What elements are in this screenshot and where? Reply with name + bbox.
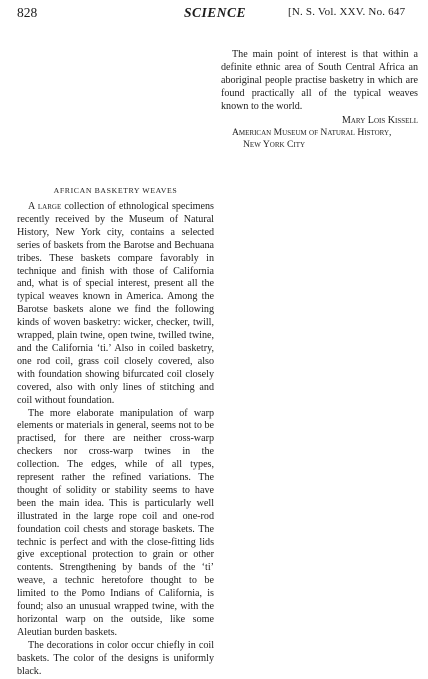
issue-info: [N. S. Vol. XXV. No. 647 <box>288 6 406 18</box>
author-signature: Mary Lois Kissell <box>341 114 418 126</box>
paragraph-1-body: collection of ethnological specimens recently received by the Museum of Natural History, New York city, contains a selected series of baskets from the Barotse and Bechuana tribes. These baskets compare favorably in technique and finish with those of California and, what is of special interest, present all the typical weaves known in America. Among the Barotse baskets alone we find the following kinds of woven basketry: wicker, checker, twill, wrapped, plain twine, open twine, twilled twine, and the California ‘ti.’ Also in coiled basketry, one rod coil, grass coil closely covered, also with foundation showing bifurcated coil closely covered, also with only lines of stitching and coil without foundation. <box>17 201 214 406</box>
journal-title: SCIENCE <box>184 5 247 20</box>
paragraph-lead: A large <box>28 201 62 212</box>
author-location: New York City <box>243 138 306 150</box>
article-paragraph-1 <box>17 201 214 408</box>
article-paragraph-2: The more elaborate manipulation of warp elements or materials in general, seems not to be practised, for there are neither cross-warp checkers nor cross-warp twines in the collection. The edges, while of all types, represent rather the refined variations. The thought of solidity or stability seems to have been the main idea. This is particularly well illustrated in the large rope coil and one-rod foundation coil chests and storage baskets. The technic is perfect and with the close-fitting lids give exceptional protection to grain or other contents. Strengthening by bands of the ‘ti’ weave, a technic heretofore thought to be limited to the Pomo Indians of California, is found; also an unusual wrapped twine, with the horizontal warp on the outside, like some Aleutian burden baskets. <box>17 407 214 638</box>
article-paragraph-3: The decorations in color occur chiefly in coil baskets. The color of the designs is uniformly black. <box>17 639 214 677</box>
section-title: AFRICAN BASKETRY WEAVES <box>53 186 178 195</box>
running-header <box>0 0 428 28</box>
right-column <box>221 49 418 151</box>
left-column <box>17 186 214 679</box>
closing-paragraph: The main point of interest is that within a definite ethnic area of South Central Africa an aboriginal people practise basketry in which are found practically all of the typical weaves known to the world. <box>221 49 418 112</box>
page-number: 828 <box>17 5 38 20</box>
author-institution: American Museum of Natural History, <box>232 126 392 138</box>
